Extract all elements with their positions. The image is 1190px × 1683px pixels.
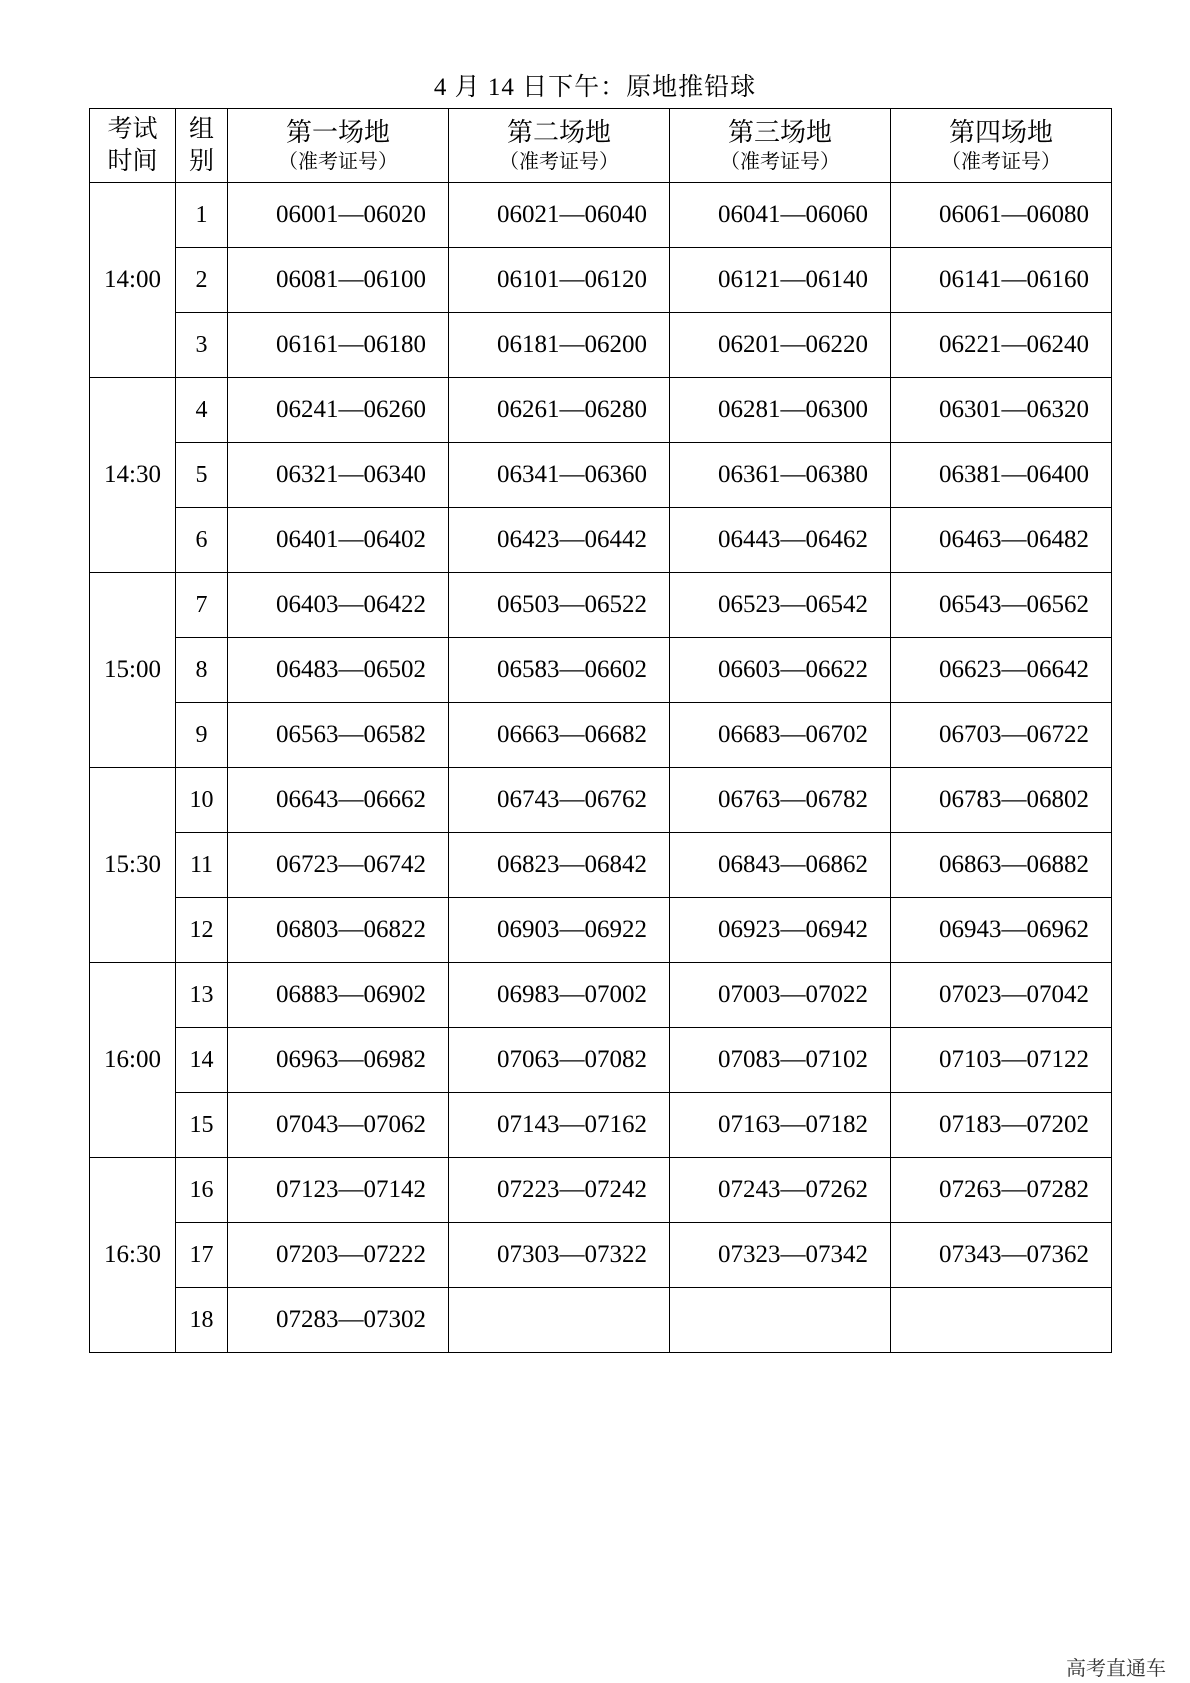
range-cell: 07283—07302	[228, 1288, 449, 1353]
range-cell: 06623—06642	[891, 638, 1112, 703]
group-cell: 14	[176, 1028, 228, 1093]
range-cell: 07103—07122	[891, 1028, 1112, 1093]
range-cell: 06121—06140	[670, 248, 891, 313]
range-cell: 06703—06722	[891, 703, 1112, 768]
range-cell: 06101—06120	[449, 248, 670, 313]
group-cell: 3	[176, 313, 228, 378]
range-cell: 06903—06922	[449, 898, 670, 963]
range-cell: 06583—06602	[449, 638, 670, 703]
range-cell: 07083—07102	[670, 1028, 891, 1093]
range-cell: 06683—06702	[670, 703, 891, 768]
range-cell: 06361—06380	[670, 443, 891, 508]
table-row	[90, 443, 1112, 508]
range-cell: 07243—07262	[670, 1158, 891, 1223]
site-name: 第二场地	[506, 117, 611, 147]
header-exam-time-line1: 考试	[107, 115, 158, 143]
header-site-1	[228, 109, 449, 183]
range-cell: 07003—07022	[670, 963, 891, 1028]
table-row	[90, 833, 1112, 898]
range-cell: 07223—07242	[449, 1158, 670, 1223]
range-cell: 06963—06982	[228, 1028, 449, 1093]
range-cell: 06863—06882	[891, 833, 1112, 898]
site-subtitle: （准考证号）	[499, 150, 619, 173]
group-cell: 12	[176, 898, 228, 963]
site-name: 第一场地	[285, 117, 390, 147]
header-group-line2: 别	[188, 147, 214, 175]
group-cell: 13	[176, 963, 228, 1028]
table-row	[90, 768, 1112, 833]
range-cell: 06543—06562	[891, 573, 1112, 638]
range-cell: 07143—07162	[449, 1093, 670, 1158]
range-cell: 07323—07342	[670, 1223, 891, 1288]
range-cell: 06341—06360	[449, 443, 670, 508]
table-row	[90, 898, 1112, 963]
header-group-line1: 组	[188, 115, 214, 143]
table-row	[90, 313, 1112, 378]
group-cell: 10	[176, 768, 228, 833]
group-cell: 15	[176, 1093, 228, 1158]
range-cell: 07343—07362	[891, 1223, 1112, 1288]
range-cell: 06803—06822	[228, 898, 449, 963]
time-cell: 16:00	[90, 963, 176, 1158]
table-row	[90, 1093, 1112, 1158]
range-cell: 06643—06662	[228, 768, 449, 833]
range-cell: 06081—06100	[228, 248, 449, 313]
group-cell: 7	[176, 573, 228, 638]
group-cell: 1	[176, 183, 228, 248]
range-cell: 06443—06462	[670, 508, 891, 573]
table-row	[90, 508, 1112, 573]
group-cell: 8	[176, 638, 228, 703]
range-cell: 06241—06260	[228, 378, 449, 443]
range-cell: 06061—06080	[891, 183, 1112, 248]
page-title: 4 月 14 日下午：原地推铅球	[433, 74, 757, 101]
table-header-row	[90, 109, 1112, 183]
time-cell: 14:30	[90, 378, 176, 573]
range-cell: 06321—06340	[228, 443, 449, 508]
time-cell: 16:30	[90, 1158, 176, 1353]
site-subtitle: （准考证号）	[720, 150, 840, 173]
range-cell: 06783—06802	[891, 768, 1112, 833]
range-cell: 06763—06782	[670, 768, 891, 833]
site-name: 第四场地	[948, 117, 1053, 147]
table-body	[90, 183, 1112, 1353]
range-cell: 07163—07182	[670, 1093, 891, 1158]
range-cell: 06301—06320	[891, 378, 1112, 443]
range-cell: 06943—06962	[891, 898, 1112, 963]
range-cell: 06401—06402	[228, 508, 449, 573]
range-cell: 07043—07062	[228, 1093, 449, 1158]
range-cell: 06983—07002	[449, 963, 670, 1028]
site-subtitle: （准考证号）	[941, 150, 1061, 173]
range-cell: 06663—06682	[449, 703, 670, 768]
group-cell: 18	[176, 1288, 228, 1353]
range-cell	[449, 1288, 670, 1353]
table-row	[90, 1288, 1112, 1353]
header-exam-time	[90, 109, 176, 183]
time-cell: 14:00	[90, 183, 176, 378]
range-cell: 06423—06442	[449, 508, 670, 573]
range-cell: 06041—06060	[670, 183, 891, 248]
range-cell: 06261—06280	[449, 378, 670, 443]
time-cell: 15:00	[90, 573, 176, 768]
range-cell: 06843—06862	[670, 833, 891, 898]
range-cell: 06523—06542	[670, 573, 891, 638]
table-row	[90, 1223, 1112, 1288]
range-cell: 06181—06200	[449, 313, 670, 378]
group-cell: 4	[176, 378, 228, 443]
range-cell: 06743—06762	[449, 768, 670, 833]
range-cell: 07063—07082	[449, 1028, 670, 1093]
header-group	[176, 109, 228, 183]
range-cell: 06503—06522	[449, 573, 670, 638]
range-cell: 07023—07042	[891, 963, 1112, 1028]
range-cell	[670, 1288, 891, 1353]
range-cell: 07183—07202	[891, 1093, 1112, 1158]
table-row	[90, 1028, 1112, 1093]
range-cell: 06823—06842	[449, 833, 670, 898]
exam-schedule-table	[89, 108, 1112, 1353]
range-cell: 07123—07142	[228, 1158, 449, 1223]
group-cell: 2	[176, 248, 228, 313]
range-cell: 06001—06020	[228, 183, 449, 248]
range-cell: 06883—06902	[228, 963, 449, 1028]
watermark-text: 高考直通车	[1066, 1656, 1166, 1680]
table-row	[90, 963, 1112, 1028]
group-cell: 9	[176, 703, 228, 768]
time-cell: 15:30	[90, 768, 176, 963]
range-cell: 07203—07222	[228, 1223, 449, 1288]
range-cell: 06463—06482	[891, 508, 1112, 573]
table-row	[90, 703, 1112, 768]
range-cell: 06281—06300	[670, 378, 891, 443]
range-cell: 06603—06622	[670, 638, 891, 703]
group-cell: 17	[176, 1223, 228, 1288]
range-cell: 06221—06240	[891, 313, 1112, 378]
header-site-2	[449, 109, 670, 183]
site-subtitle: （准考证号）	[278, 150, 398, 173]
range-cell: 07263—07282	[891, 1158, 1112, 1223]
table-row	[90, 378, 1112, 443]
range-cell: 06563—06582	[228, 703, 449, 768]
range-cell	[891, 1288, 1112, 1353]
range-cell: 06723—06742	[228, 833, 449, 898]
group-cell: 16	[176, 1158, 228, 1223]
table-row	[90, 1158, 1112, 1223]
header-site-3	[670, 109, 891, 183]
range-cell: 06021—06040	[449, 183, 670, 248]
range-cell: 06161—06180	[228, 313, 449, 378]
table-row	[90, 248, 1112, 313]
range-cell: 06403—06422	[228, 573, 449, 638]
table-row	[90, 183, 1112, 248]
group-cell: 11	[176, 833, 228, 898]
group-cell: 5	[176, 443, 228, 508]
header-site-4	[891, 109, 1112, 183]
group-cell: 6	[176, 508, 228, 573]
range-cell: 06201—06220	[670, 313, 891, 378]
header-exam-time-line2: 时间	[107, 147, 158, 175]
table-row	[90, 638, 1112, 703]
range-cell: 06141—06160	[891, 248, 1112, 313]
range-cell: 06483—06502	[228, 638, 449, 703]
site-name: 第三场地	[727, 117, 832, 147]
range-cell: 06923—06942	[670, 898, 891, 963]
table-row	[90, 573, 1112, 638]
range-cell: 06381—06400	[891, 443, 1112, 508]
range-cell: 07303—07322	[449, 1223, 670, 1288]
